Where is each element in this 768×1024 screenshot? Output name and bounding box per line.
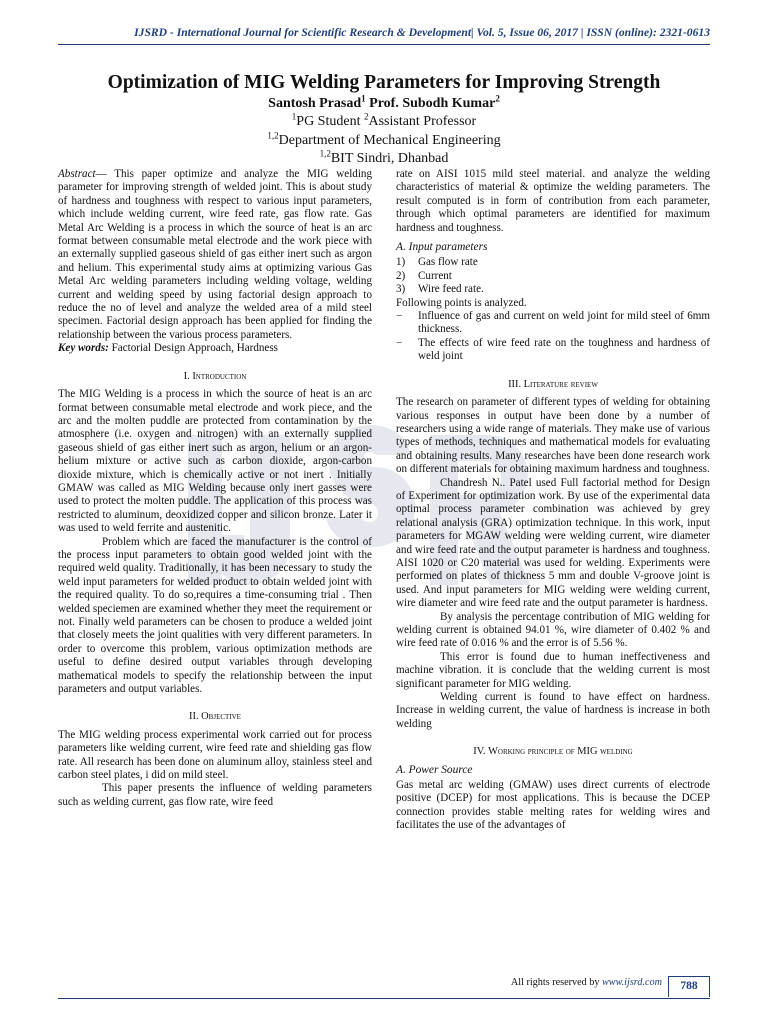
role-1: PG Student [296, 114, 364, 129]
dept-sup: 1,2 [267, 129, 279, 140]
intro-paragraph-1: The MIG Welding is a process in which the source of heat is an arc format between consumable metal electrode and work piece, and the arc and the molten puddle are protected from contamination by the atmosphere (i.e. oxygen and nitrogen) with an externally supplied gaseous shield of gas either inert such as argon, helium or an argon-helium mixture or active such as carbon dioxide, argon-carbon dioxide mixture, which is chemically active or not inert . Initially GMAW was called as MIG Welding because only inert gasses were used to protect the molten puddle. The application of this process was restricted to aluminum, deoxidized copper and silicon bronze. Later it was used to weld ferrite and austenitic. [58, 388, 372, 535]
list-text: Current [418, 269, 452, 282]
section-title: Literature review [523, 378, 598, 390]
dept-name: Department of Mechanical Engineering [278, 132, 501, 148]
role-2-sup: 2 [363, 111, 369, 122]
author-2: Prof. Subodh Kumar [365, 96, 496, 111]
section-number: IV. [473, 746, 489, 758]
author-1-sup: 1 [361, 93, 366, 104]
inst-name: BIT Sindri, Dhanbad [330, 151, 449, 166]
intro-paragraph-2: Problem which are faced the manufacturer is the control of the process input parameters to obtain good welded joint with the required weld quality. Traditionally, it has been necessary to study the weld input parameters for welded product to obtain welded joint with the required quality. To do so,requires a time-consuming trial . Then welded speciemen are examined whether they meet the requirement or not. Finally weld parameters can be chosen to produce a welded joint that closely meets the joint qualities with very different parameters. In order to overcome this problem, various optimization methods are useful to define desired output variables through developing mathematical models to specify the relationship between the input parameters and output variables. [58, 535, 372, 696]
section-title: Working principle of MIG welding [488, 746, 633, 758]
section-title: Objective [201, 711, 241, 723]
following-points: Following points is analyzed. [396, 296, 527, 309]
section-heading-objective [58, 710, 372, 723]
objective-paragraph-2: This paper presents the influence of welding parameters such as welding current, gas flow rate, wire feed [58, 782, 372, 808]
list-number: 3) [396, 283, 406, 296]
abstract-text: This paper optimize and analyze the MIG welding parameter for improving strength of welded joint. This is about study of hardness and toughness with respect to various input parameters, which include welding current, wire feed rate, gas flow rate. Gas Metal Arc Welding is a process in which the source of heat is an arc format between consumable metal electrode and the work piece with an externally supplied gaseous shield of gas either inert such as argon and helium. This experimental study aims at optimizing various Gas Metal Arc welding parameters including welding voltage, welding current and welding speed by using factorial design approach to reduce the no of level and analyze the welded area of a mild steel specimen. Factorial design approach has been applied for finding the relationship between the various process parameters. [58, 168, 372, 341]
dash-bullet: − [396, 310, 403, 323]
continued-paragraph: rate on AISI 1015 mild steel material. and analyze the welding characteristics of material & optimize the welding parameters. The result computed is in form of contribution from each parameter, through which optimal parameters are identified for maximum hardness and toughness. [396, 168, 710, 234]
keywords-label: Key words: [58, 342, 109, 355]
section-number: II. [189, 711, 202, 723]
analyzed-points-list [396, 310, 710, 364]
footer-rights-text: All rights reserved by [510, 977, 602, 988]
section-number: III. [508, 378, 524, 390]
list-number: 2) [396, 269, 406, 282]
section-title: Introduction [192, 370, 247, 382]
subsection-power-source: A. Power Source [396, 763, 473, 776]
list-text: Gas flow rate [418, 256, 478, 269]
input-parameter-list [396, 256, 710, 296]
journal-header: IJSRD - International Journal for Scientific Research & Development| Vol. 5, Issue 06, 2017 | ISSN (online): 2321-0613 [134, 26, 710, 39]
section-heading-introduction [58, 370, 372, 383]
literature-paragraph-2: Chandresh N.. Patel used Full factorial method for Design of Experiment for optimization work. By use of the experimental data optimal process parameter combination was achieved by grey relational analysis (GRA) optimization technique. In this work, input parameters for MGAW welding were welding current, wire diameter and wire feed rate and the output parameter is hardness and toughness. AISI 1020 or C20 material was used for welding. Experiments were performed on plates of thickness 5 mm and double V-groove joint is used. And input parameters for MIG welding were welding current, wire diameter and wire feed rate and the output parameter is hardness. [396, 476, 710, 610]
section-heading-working-principle [396, 745, 710, 758]
power-source-paragraph: Gas metal arc welding (GMAW) uses direct currents of electrode positive (DCEP) for most applications. This is because the DCEP connection provides stable melting rates for welding wires and facilitates the use of the advantages of [396, 779, 710, 832]
abstract-dash: — [95, 168, 115, 180]
list-text: Wire feed rate. [418, 283, 484, 296]
section-number: I. [183, 370, 193, 382]
author-roles [58, 113, 710, 132]
inst-sup: 1,2 [319, 148, 331, 159]
department [58, 129, 710, 151]
abstract [58, 168, 372, 342]
literature-paragraph-5: Welding current is found to have effect on hardness. Increase in welding current, the value of hardness is increase in both welding [396, 691, 710, 730]
keywords [58, 342, 372, 355]
author-1: Santosh Prasad [268, 96, 362, 111]
literature-paragraph-1: The research on parameter of different types of welding for obtaining various responses in output have been done by a number of researchers using a wide range of materials. They make use of various types of methods, techniques and mathematical models for evaluating and obtaining results. Many researches have been done research work on different materials for obtaining maximum hardness and toughness. [396, 396, 710, 476]
abstract-label: Abstract [58, 168, 96, 180]
list-number: 1) [396, 256, 406, 269]
keywords-text: Factorial Design Approach, Hardness [108, 342, 278, 355]
list-text: The effects of wire feed rate on the toughness and hardness of weld joint [418, 336, 710, 363]
page-number: 788 [668, 976, 710, 997]
list-item [396, 310, 710, 337]
list-text: Influence of gas and current on weld joint for mild steel of 6mm thickness. [418, 310, 710, 336]
subsection-input-parameters: A. Input parameters [396, 241, 488, 254]
footer-url-link[interactable]: www.ijsrd.com [602, 977, 662, 988]
objective-paragraph-1: The MIG welding process experimental work carried out for process parameters like welding current, wire feed rate and shielding gas flow rate. All research has been done on aluminum alloy, stainless steel and carbon steel plates, i did on mild steel. [58, 728, 372, 782]
institution [58, 150, 710, 169]
list-item [396, 270, 710, 283]
dash-bullet: − [396, 336, 403, 349]
header-rule [58, 44, 710, 45]
list-item [396, 337, 710, 364]
literature-paragraph-3: By analysis the percentage contribution of MIG welding for welding current is obtained 94.01 %, wire diameter of 0.402 % and wire feed rate of 0.016 % and the error is of 5.56 %. [396, 610, 710, 650]
list-item [396, 256, 710, 269]
literature-paragraph-4: This error is found due to human ineffectiveness and machine vibration. it is conclude that the welding current is most significant parameter for MIG welding. [396, 650, 710, 690]
footer-rule [58, 998, 710, 999]
title-block [58, 70, 710, 169]
left-column [58, 168, 372, 809]
authors [58, 95, 710, 113]
paper-title: Optimization of MIG Welding Parameters for Improving Strength [107, 72, 661, 93]
role-1-sup: 1 [291, 111, 297, 122]
list-item [396, 283, 710, 296]
section-heading-literature-review [396, 378, 710, 391]
footer-rights [380, 977, 662, 988]
role-2: Assistant Professor [368, 114, 477, 129]
author-2-sup: 2 [495, 93, 500, 104]
right-column [396, 168, 710, 833]
